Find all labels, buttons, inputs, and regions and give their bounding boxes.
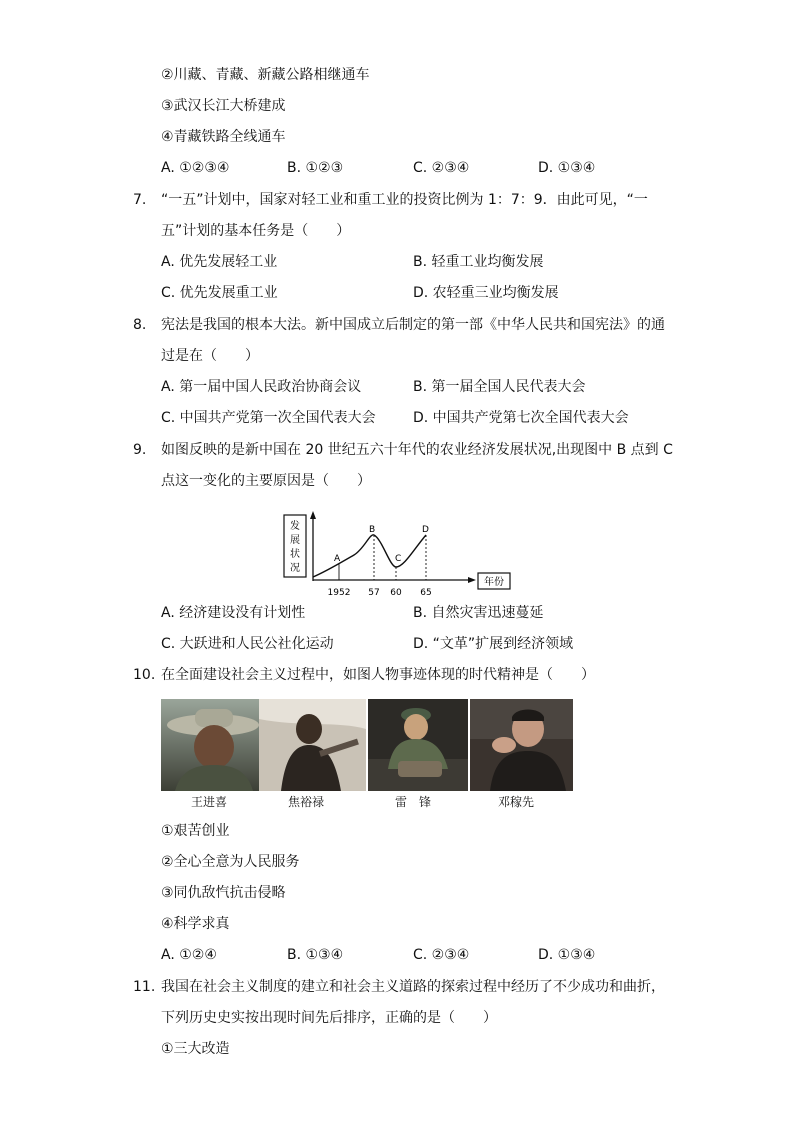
q7-option-b: B. 轻重工业均衡发展 [413, 254, 544, 270]
graph-svg [282, 511, 512, 601]
q9-option-a: A. 经济建设没有计划性 [161, 605, 306, 621]
q11-number: 11. [133, 979, 156, 995]
q10-number: 10. [133, 667, 156, 683]
point-d-label: D [422, 525, 429, 535]
caption-jiao-yulu: 焦裕禄 [288, 795, 325, 809]
x-axis-arrow [468, 577, 476, 583]
trend-curve [313, 535, 426, 577]
q11-stem-line-2: 下列历史史实按出现时间先后排序，正确的是（ ） [161, 1010, 497, 1026]
q10-stem: 在全面建设社会主义过程中，如图人物事迹体现的时代精神是（ ） [161, 667, 595, 683]
agricultural-development-graph [282, 511, 512, 601]
point-b-label: B [369, 525, 376, 535]
ylabel-char-3: 状 [290, 549, 300, 560]
xlabel: 年份 [484, 577, 504, 588]
photo-jiao-yulu [259, 699, 366, 791]
q7-stem-line-1: “一五”计划中，国家对轻工业和重工业的投资比例为 1：7：9．由此可见，“一 [161, 192, 648, 208]
q6-item-4: ④青藏铁路全线通车 [161, 129, 286, 145]
q10-option-c: C. ②③④ [413, 947, 470, 963]
q8-option-d: D. 中国共产党第七次全国代表大会 [413, 410, 629, 426]
q8-stem-line-2: 过是在（ ） [161, 348, 259, 364]
q7-stem-line-2: 五”计划的基本任务是（ ） [161, 223, 351, 239]
q8-option-b: B. 第一届全国人民代表大会 [413, 379, 586, 395]
caption-deng-jiaxian: 邓稼先 [498, 795, 535, 809]
q11-stem-line-1: 我国在社会主义制度的建立和社会主义道路的探索过程中经历了不少成功和曲折， [161, 979, 665, 995]
point-a-label: A [334, 554, 341, 564]
q6-item-3: ③武汉长江大桥建成 [161, 98, 286, 114]
photo-wang-jinxi [161, 699, 259, 791]
q7-number: 7. [133, 192, 147, 208]
q8-number: 8. [133, 317, 147, 333]
q10-item-3: ③同仇敌忾抗击侵略 [161, 885, 286, 901]
tick-60: 60 [390, 588, 402, 598]
ylabel-char-4: 况 [290, 563, 300, 574]
q10-option-a: A. ①②④ [161, 947, 217, 963]
q6-option-c: C. ②③④ [413, 160, 470, 176]
tick-1952: 1952 [327, 588, 351, 598]
q10-option-d: D. ①③④ [538, 947, 596, 963]
q7-option-c: C. 优先发展重工业 [161, 285, 278, 301]
q9-option-d: D. “文革”扩展到经济领域 [413, 636, 574, 652]
q10-item-1: ①艰苦创业 [161, 823, 230, 839]
q9-option-c: C. 大跃进和人民公社化运动 [161, 636, 334, 652]
q9-stem-line-1: 如图反映的是新中国在 20 世纪五六十年代的农业经济发展状况,出现图中 B 点到 C [161, 442, 673, 458]
q10-item-2: ②全心全意为人民服务 [161, 854, 300, 870]
tick-65: 65 [420, 588, 432, 598]
figure-photos [161, 699, 573, 811]
photo-lei-feng [368, 699, 468, 791]
q9-option-b: B. 自然灾害迅速蔓延 [413, 605, 544, 621]
q8-option-c: C. 中国共产党第一次全国代表大会 [161, 410, 376, 426]
q9-number: 9. [133, 442, 147, 458]
point-c-label: C [395, 554, 402, 564]
q10-item-4: ④科学求真 [161, 916, 230, 932]
q9-stem-line-2: 点这一变化的主要原因是（ ） [161, 473, 371, 489]
ylabel-char-1: 发 [290, 521, 300, 532]
q8-stem-line-1: 宪法是我国的根本大法。新中国成立后制定的第一部《中华人民共和国宪法》的通 [161, 317, 665, 333]
q7-option-a: A. 优先发展轻工业 [161, 254, 278, 270]
q6-item-2: ②川藏、青藏、新藏公路相继通车 [161, 67, 370, 83]
photo-deng-jiaxian [470, 699, 573, 791]
q11-item-1: ①三大改造 [161, 1041, 230, 1057]
q8-option-a: A. 第一届中国人民政治协商会议 [161, 379, 362, 395]
q10-option-b: B. ①③④ [287, 947, 344, 963]
caption-lei-feng: 雷 锋 [395, 795, 432, 809]
tick-57: 57 [368, 588, 380, 598]
q6-option-b: B. ①②③ [287, 160, 344, 176]
q7-option-d: D. 农轻重三业均衡发展 [413, 285, 559, 301]
q6-option-a: A. ①②③④ [161, 160, 230, 176]
ylabel-char-2: 展 [290, 535, 300, 546]
q6-option-d: D. ①③④ [538, 160, 596, 176]
y-axis-arrow [310, 511, 316, 519]
caption-wang-jinxi: 王进喜 [191, 795, 228, 809]
